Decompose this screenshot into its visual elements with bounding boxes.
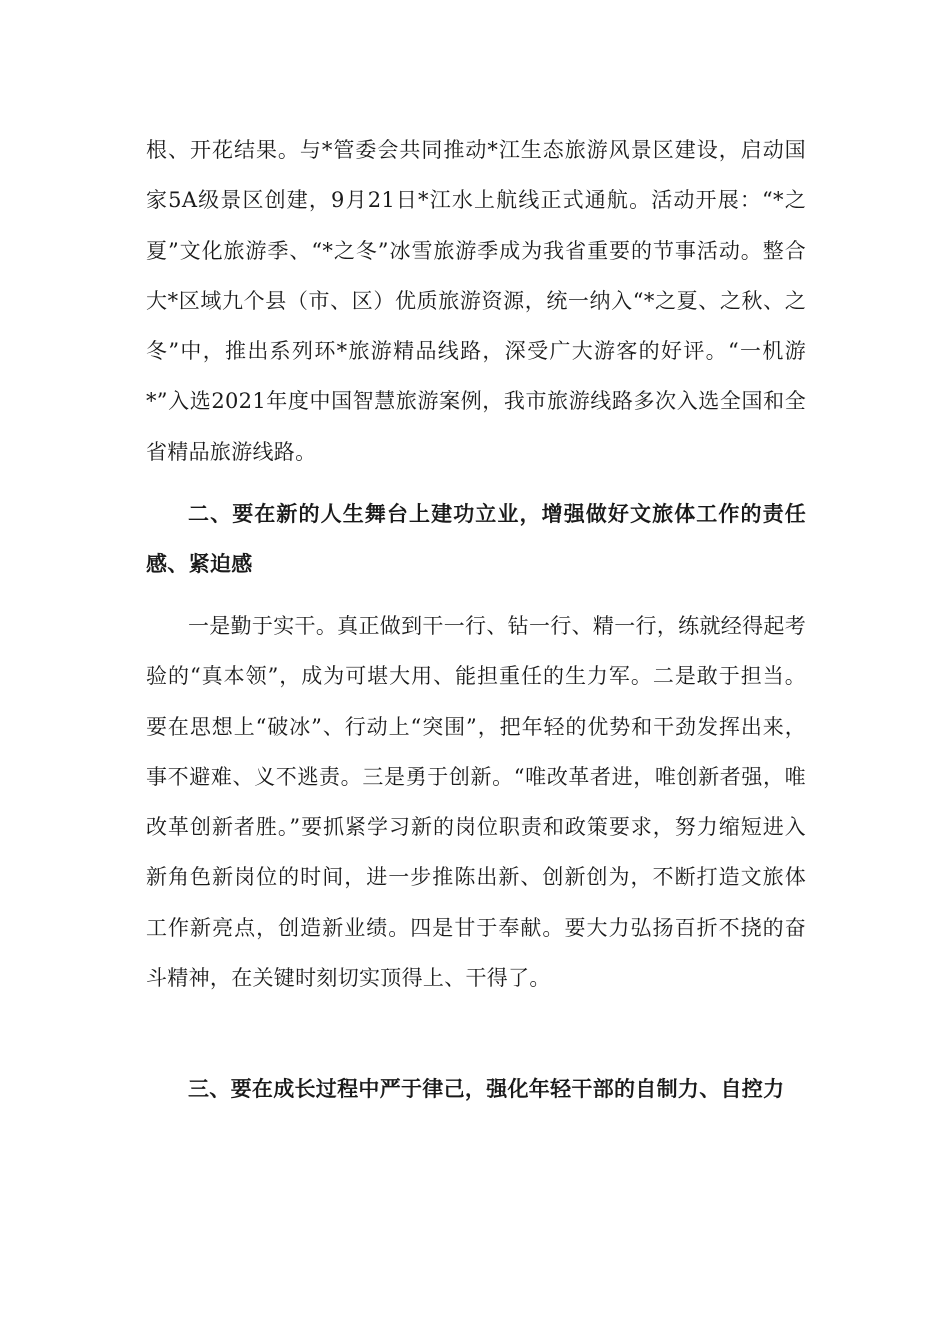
section-heading-two: 二、要在新的人生舞台上建功立业，增强做好文旅体工作的责任感、紧迫感 <box>146 502 806 577</box>
body-paragraph-four-principles: 一是勤于实干。真正做到干一行、钻一行、精一行，练就经得起考验的“真本领”，成为可堪大用、能担重任的生力军。二是敢于担当。要在思想上“破冰”、行动上“突围”，把年轻的优势和干劲发挥出来，事不避难、义不逃责。三是勇于创新。“唯改革者进，唯创新者强，唯改革创新者胜。”要抓紧学习新的岗位职责和政策要求，努力缩短进入新角色新岗位的时间，进一步推陈出新、创新创为，不断打造文旅体工作新亮点，创造新业绩。四是甘于奉献。要大力弘扬百折不挠的奋斗精神，在关键时刻切实顶得上、干得了。 <box>146 614 806 991</box>
section-heading-three: 三、要在成长过程中严于律己，强化年轻干部的自制力、自控力 <box>188 1077 785 1101</box>
body-paragraph-tourism-results: 根、开花结果。与*管委会共同推动*江生态旅游风景区建设，启动国家5A级景区创建，9月21日*江水上航线正式通航。活动开展：“*之夏”文化旅游季、“*之冬”冰雪旅游季成为我省重要的节事活动。整合大*区域九个县（市、区）优质旅游资源，统一纳入“*之夏、之秋、之冬”中，推出系列环*旅游精品线路，深受广大游客的好评。“一机游*”入选2021年度中国智慧旅游案例，我市旅游线路多次入选全国和全省精品旅游线路。 <box>146 138 806 464</box>
